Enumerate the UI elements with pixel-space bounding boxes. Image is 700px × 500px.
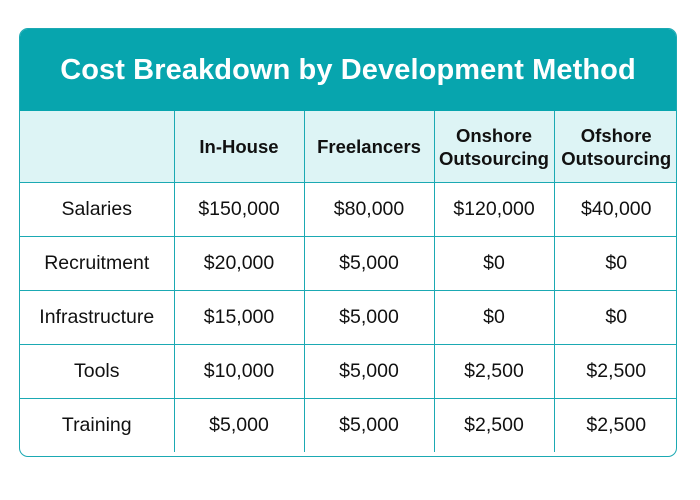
column-header-line: Onshore — [455, 124, 533, 146]
table-row-recruitment — [20, 237, 677, 291]
column-header-line: Ofshore — [580, 124, 652, 146]
row-label: Salaries — [20, 183, 174, 237]
table-cell: $5,000 — [304, 237, 434, 291]
column-header-line: Outsourcing — [561, 147, 672, 169]
row-label: Tools — [20, 345, 174, 399]
table-cell: $10,000 — [174, 345, 304, 399]
column-header-line: Outsourcing — [439, 147, 549, 169]
row-label: Recruitment — [20, 237, 174, 291]
table-cell: $120,000 — [434, 183, 554, 237]
table-cell: $20,000 — [174, 237, 304, 291]
table-cell: $2,500 — [554, 399, 677, 453]
table-cell: $2,500 — [554, 345, 677, 399]
column-header-onshore-outsourcing — [434, 111, 554, 183]
table-title: Cost Breakdown by Development Method — [20, 29, 676, 111]
table-row-tools — [20, 345, 677, 399]
table-cell: $40,000 — [554, 183, 677, 237]
table-cell: $80,000 — [304, 183, 434, 237]
column-header-in-house — [174, 111, 304, 183]
table-row-infrastructure — [20, 291, 677, 345]
row-label: Infrastructure — [20, 291, 174, 345]
column-header-offshore-outsourcing — [554, 111, 677, 183]
table-cell: $5,000 — [174, 399, 304, 453]
column-header-line: In-House — [199, 136, 279, 157]
table-cell: $150,000 — [174, 183, 304, 237]
header-row — [20, 111, 677, 183]
table-cell: $0 — [554, 291, 677, 345]
row-label: Training — [20, 399, 174, 453]
table-cell: $0 — [554, 237, 677, 291]
table-cell: $5,000 — [304, 399, 434, 453]
table-cell: $2,500 — [434, 399, 554, 453]
table-cell: $2,500 — [434, 345, 554, 399]
column-header-freelancers — [304, 111, 434, 183]
table-cell: $15,000 — [174, 291, 304, 345]
column-header-line: Freelancers — [317, 136, 421, 157]
table-row-salaries — [20, 183, 677, 237]
cost-table — [20, 111, 677, 452]
corner-header-cell — [20, 111, 174, 183]
table-row-training — [20, 399, 677, 453]
table-cell: $5,000 — [304, 291, 434, 345]
table-cell: $0 — [434, 237, 554, 291]
cost-breakdown-card — [19, 28, 677, 457]
table-cell: $5,000 — [304, 345, 434, 399]
table-cell: $0 — [434, 291, 554, 345]
